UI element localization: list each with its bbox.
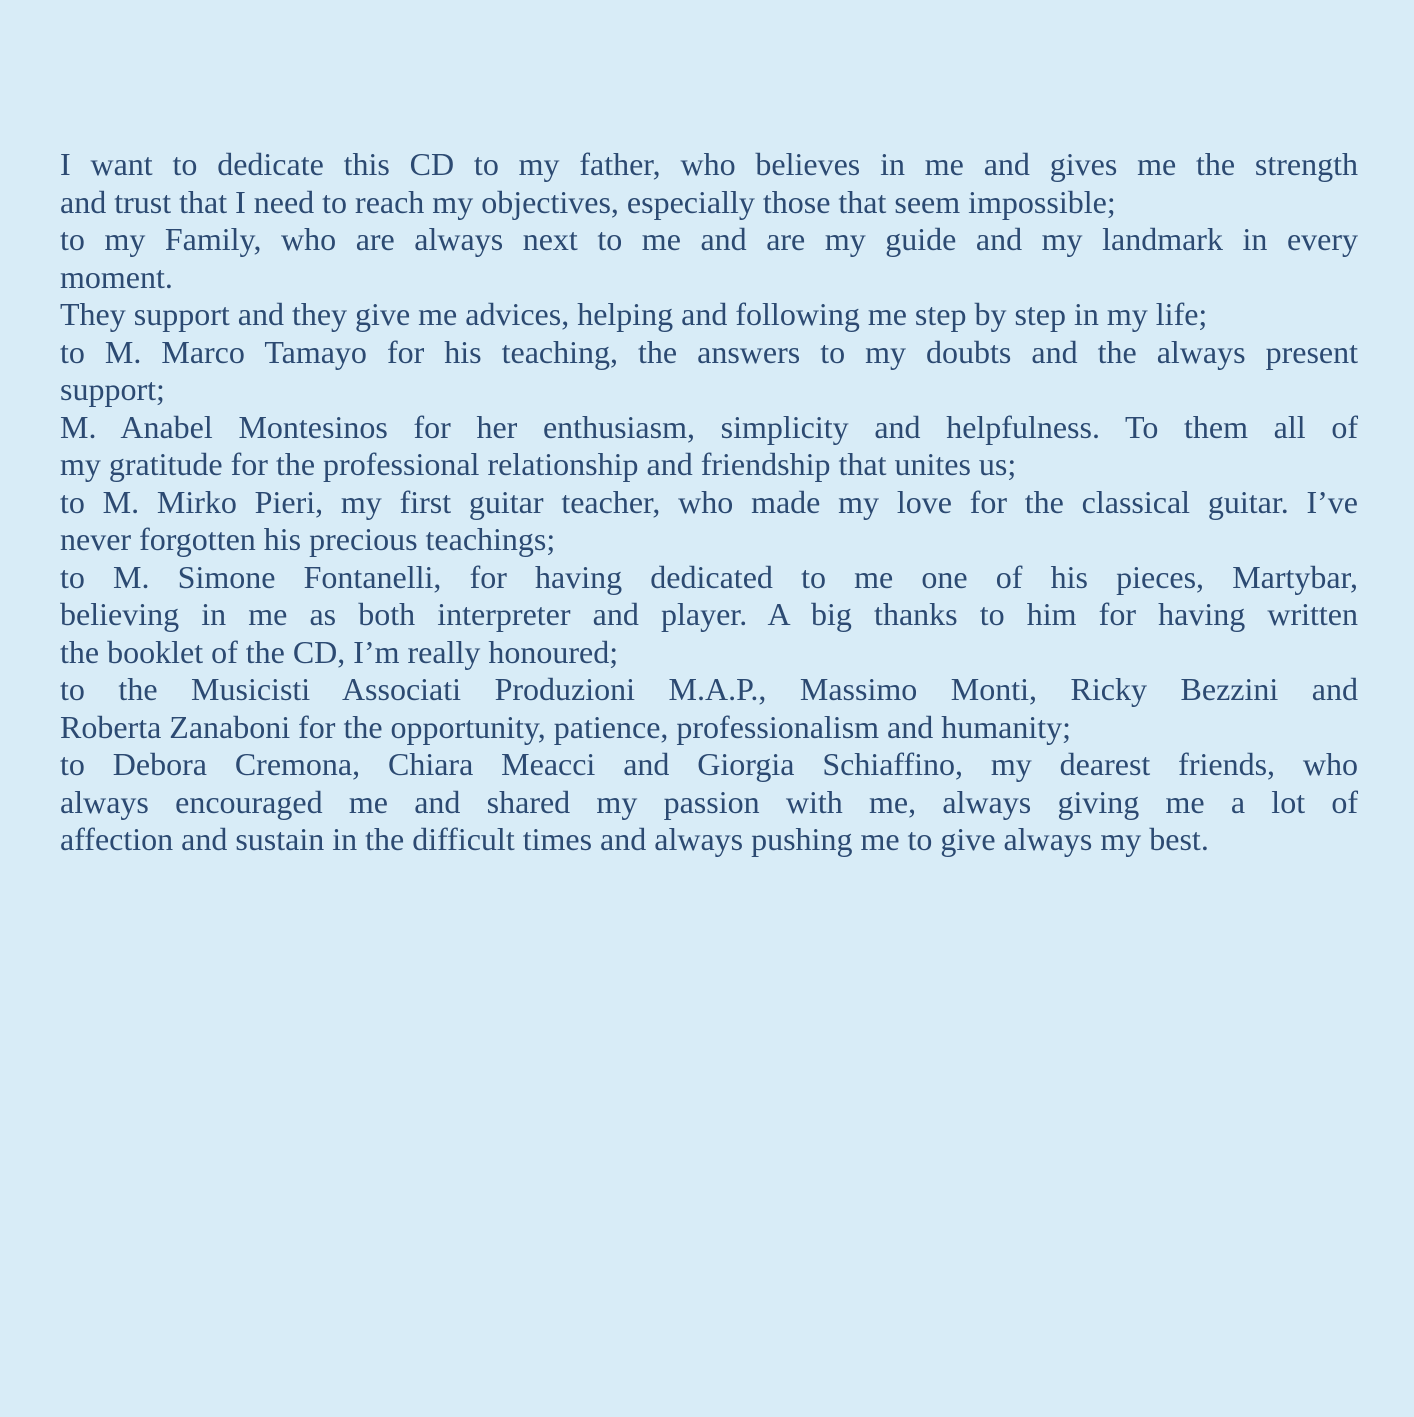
dedication-line: They support and they give me advices, helping and following me step by step in my life;: [60, 296, 1208, 332]
dedication-text: [60, 146, 1358, 859]
dedication-line: support;: [60, 371, 165, 407]
dedication-line: to Debora Cremona, Chiara Meacci and Giorgia Schiaffino, my dearest friends, who: [60, 746, 1358, 782]
dedication-line: I want to dedicate this CD to my father, who believes in me and gives me the strength: [60, 146, 1358, 182]
dedication-line: the booklet of the CD, I’m really honoured;: [60, 633, 619, 670]
dedication-line: to M. Mirko Pieri, my first guitar teacher, who made my love for the classical guitar. I’ve: [60, 483, 1358, 520]
dedication-line: to M. Simone Fontanelli, for having dedicated to me one of his pieces, Martybar,: [60, 558, 1358, 595]
dedication-line: affection and sustain in the difficult times and always pushing me to give always my best.: [60, 821, 1209, 857]
dedication-line: Roberta Zanaboni for the opportunity, patience, professionalism and humanity;: [60, 708, 1071, 745]
dedication-line: my gratitude for the professional relationship and friendship that unites us;: [60, 446, 1017, 482]
dedication-line: M. Anabel Montesinos for her enthusiasm, simplicity and helpfulness. To them all of: [60, 408, 1358, 445]
dedication-line: always encouraged me and shared my passion with me, always giving me a lot of: [60, 783, 1358, 820]
dedication-line: believing in me as both interpreter and player. A big thanks to him for having written: [60, 596, 1358, 632]
dedication-line: to my Family, who are always next to me and are my guide and my landmark in every: [60, 221, 1358, 257]
dedication-line: and trust that I need to reach my objectives, especially those that seem impossible;: [60, 183, 1116, 220]
dedication-line: to the Musicisti Associati Produzioni M.A.P., Massimo Monti, Ricky Bezzini and: [60, 671, 1358, 707]
dedication-line: to M. Marco Tamayo for his teaching, the answers to my doubts and the always present: [60, 333, 1358, 370]
dedication-line: moment.: [60, 258, 173, 295]
dedication-line: never forgotten his precious teachings;: [60, 521, 556, 557]
